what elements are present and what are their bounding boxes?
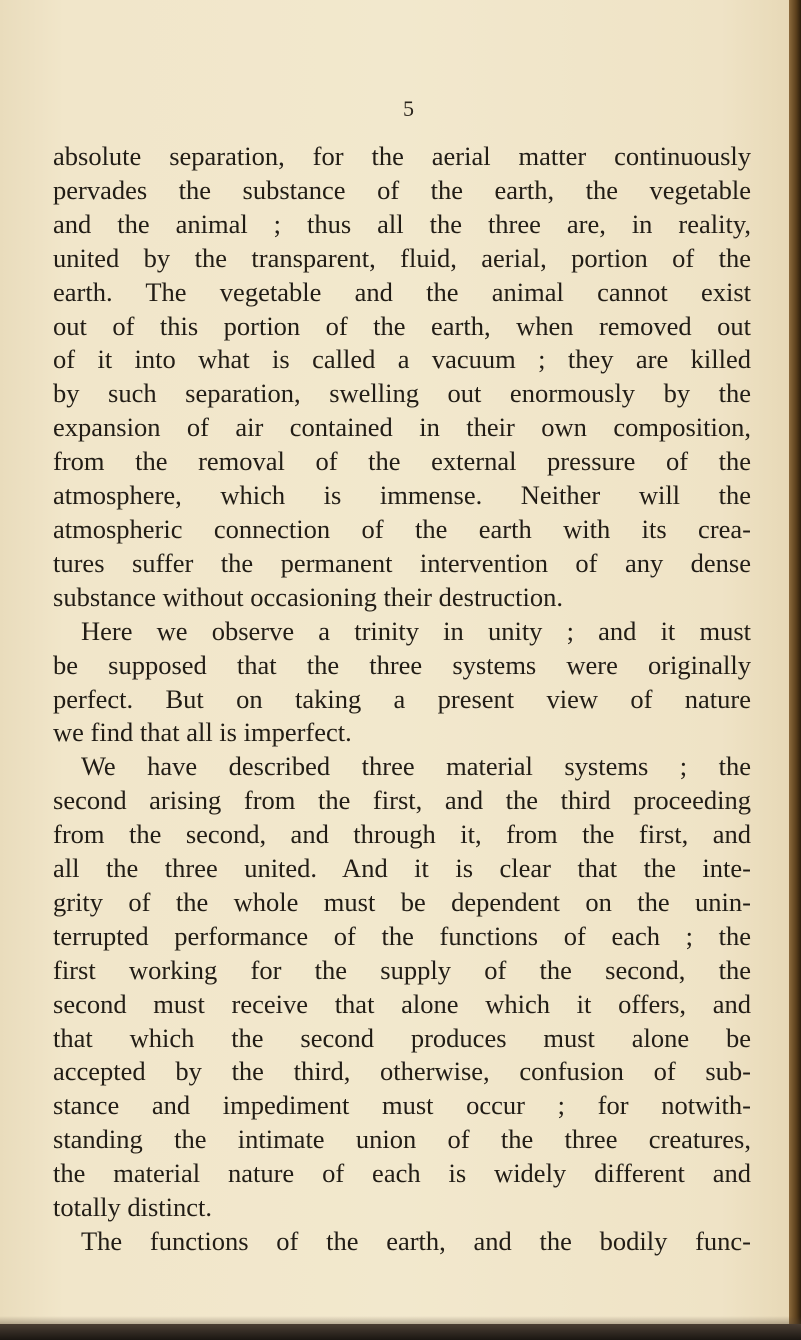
text-line: atmospheric connection of the earth with its crea-	[53, 513, 751, 544]
text-line: We have described three material systems ; the	[81, 751, 751, 782]
text-line: second must receive that alone which it offers, and	[53, 988, 751, 1019]
text-line: by such separation, swelling out enormously by the	[53, 378, 751, 409]
text-line: standing the intimate union of the three creatures,	[53, 1124, 751, 1155]
text-line: be supposed that the three systems were originally	[53, 649, 751, 680]
page-number: 5	[403, 96, 414, 121]
body-text	[53, 140, 751, 1259]
text-line: of it into what is called a vacuum ; they are killed	[53, 344, 751, 375]
text-line: The functions of the earth, and the bodily func-	[81, 1226, 751, 1256]
book-spine-edge	[789, 0, 801, 1340]
text-line: stance and impediment must occur ; for notwith-	[53, 1090, 751, 1121]
text-line: out of this portion of the earth, when removed out	[53, 310, 751, 341]
text-line: united by the transparent, fluid, aerial, portion of the	[53, 242, 751, 273]
text-line: expansion of air contained in their own composition,	[53, 412, 751, 443]
page-bottom-edge	[0, 1324, 801, 1340]
text-line: we find that all is imperfect.	[53, 717, 352, 748]
text-line: that which the second produces must alone be	[53, 1022, 751, 1053]
text-line: tures suffer the permanent intervention of any dense	[53, 547, 751, 578]
text-line: from the removal of the external pressure of the	[53, 446, 751, 477]
text-line: earth. The vegetable and the animal cannot exist	[53, 276, 751, 307]
text-line: first working for the supply of the second, the	[53, 954, 751, 985]
text-line: terrupted performance of the functions of each ; the	[53, 920, 751, 951]
text-line: totally distinct.	[53, 1192, 212, 1223]
text-line: the material nature of each is widely different and	[53, 1158, 751, 1189]
text-line: Here we observe a trinity in unity ; and it must	[81, 615, 751, 646]
text-line: second arising from the first, and the third proceeding	[53, 785, 751, 816]
text-line: absolute separation, for the aerial matter continuously	[53, 141, 751, 171]
text-line: and the animal ; thus all the three are, in reality,	[53, 208, 751, 239]
text-line: from the second, and through it, from the first, and	[53, 819, 751, 850]
text-line: all the three united. And it is clear that the inte-	[53, 853, 751, 884]
text-line: perfect. But on taking a present view of nature	[53, 683, 751, 714]
text-line: atmosphere, which is immense. Neither will the	[53, 480, 751, 511]
text-line: pervades the substance of the earth, the vegetable	[53, 174, 751, 205]
text-line: grity of the whole must be dependent on the unin-	[53, 886, 751, 917]
text-line: substance without occasioning their destruction.	[53, 581, 564, 612]
text-line: accepted by the third, otherwise, confusion of sub-	[53, 1056, 751, 1087]
